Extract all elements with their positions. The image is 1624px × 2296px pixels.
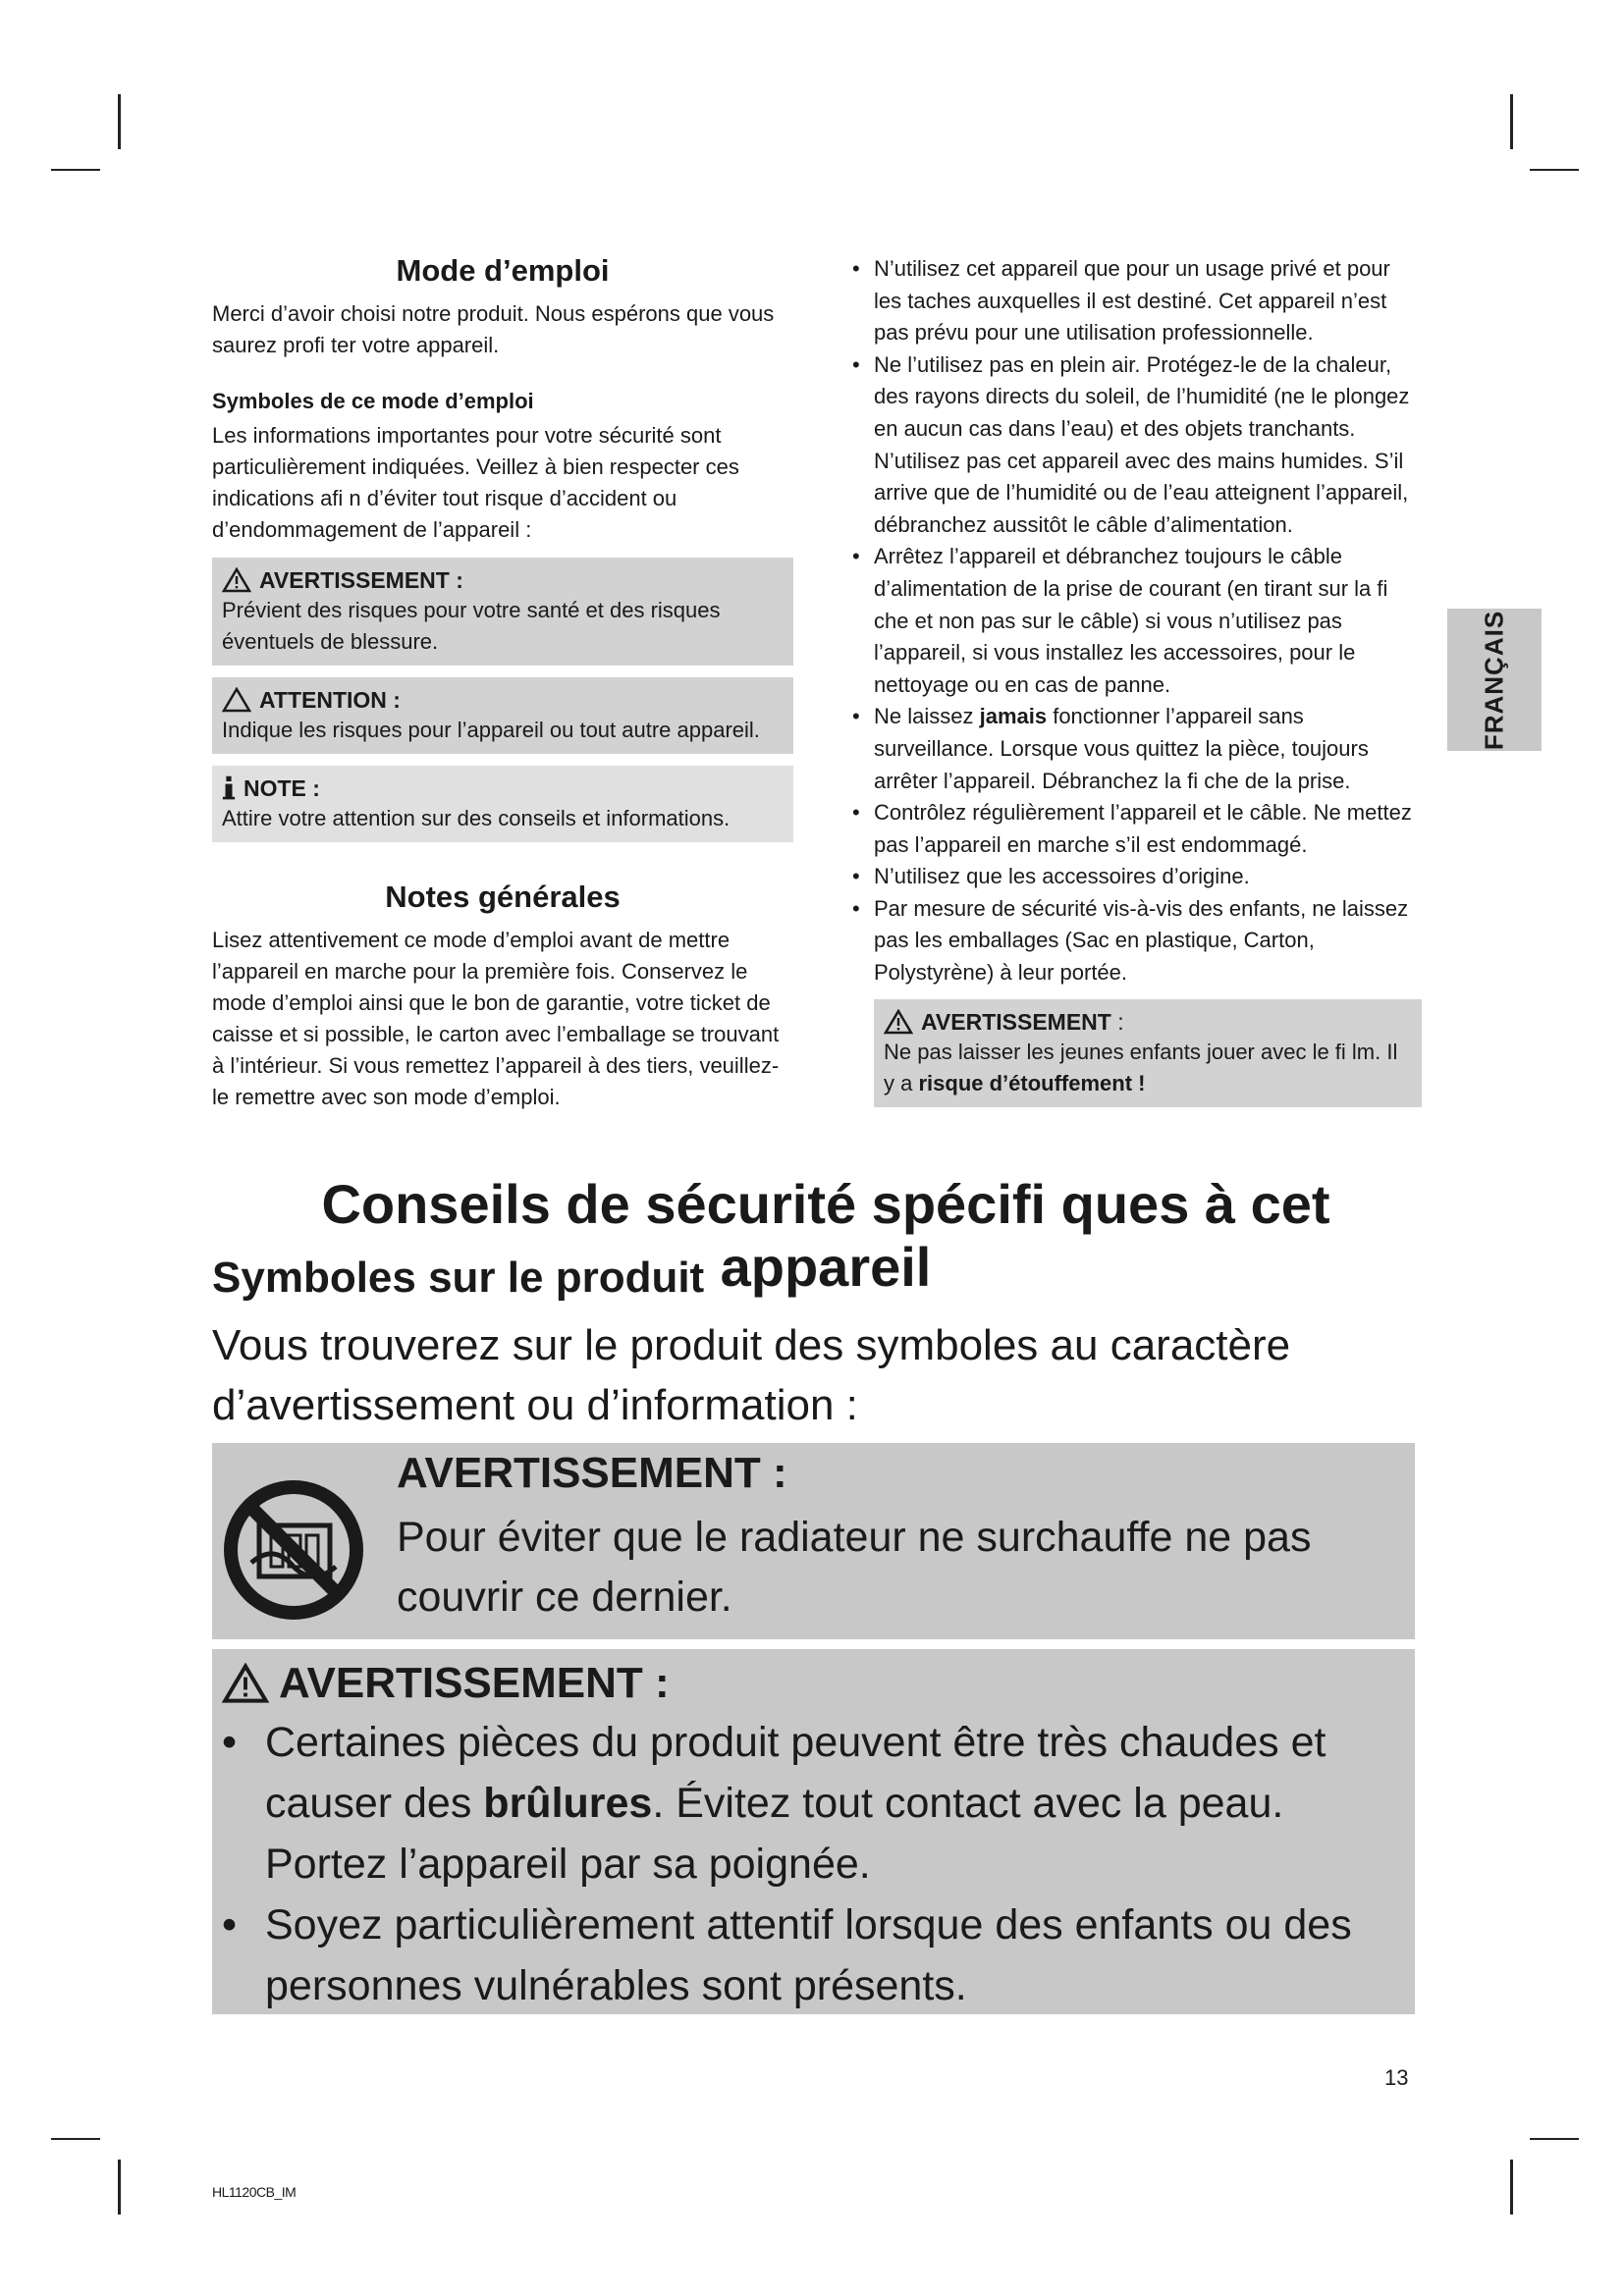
attention-box-title: ATTENTION : [259,687,401,713]
film-warning-text: Ne pas laisser les jeunes enfants jouer avec le fi lm. Il y a risque d’étouffement ! [884,1039,1398,1095]
left-column [212,253,793,1113]
crop-mark [1510,2160,1513,2215]
language-tab-label: FRANÇAIS [1479,610,1509,750]
crop-mark [1530,169,1579,171]
list-item: • Ne laissez jamais fonctionner l’appareil sans surveillance. Lorsque vous quittez la pièce, toujours arrêter l’appareil. Débranchez la fi che de la prise. [852,704,1369,793]
page-number: 13 [1384,2065,1409,2090]
crop-mark [118,2160,121,2215]
list-item: • Certaines pièces du produit peuvent être très chaudes et causer des brûlures. Évitez tout contact avec la peau. Portez l’appareil par sa poignée. [222,1719,1326,1888]
burn-warning-list [222,1712,1400,2016]
do-not-cover-icon [220,1476,367,1624]
warning-box-title: AVERTISSEMENT : [259,567,463,593]
notes-generales-heading: Notes générales [385,880,621,914]
burn-warning-box [212,1649,1415,2014]
attention-box [212,677,793,754]
intro-text: Merci d’avoir choisi notre produit. Nous espérons que vous saurez profi ter votre appareil. [212,301,775,357]
crop-mark [51,169,100,171]
right-column [833,253,1422,1107]
symbols-product-heading: Symboles sur le produit [212,1254,705,1302]
list-item: • Par mesure de sécurité vis-à-vis des enfants, ne laissez pas les emballages (Sac en plastique, Carton, Polystyrène) à leur portée. [852,895,1409,986]
crop-mark [118,94,121,149]
list-item: • Arrêtez l’appareil et débranchez toujours le câble d’alimentation de la prise de courant (en tirant sur la fi che et non pas sur le câble) si vous n’utilisez pas l’appareil, si vous installez les accessoires, pour le nettoyage ou en cas de panne. [852,544,1388,697]
safety-title: Conseils de sécurité spécifi ques à cet appareil [321,1173,1330,1298]
burn-warning-title: AVERTISSEMENT : [279,1659,670,1707]
warning-triangle-icon [222,1663,269,1704]
cover-warning-box [212,1443,1415,1639]
info-icon [222,775,236,801]
list-item: • Contrôlez régulièrement l’appareil et le câble. Ne mettez pas l’appareil en marche s’il est endommagé. [852,800,1412,857]
mode-emploi-heading: Mode d’emploi [396,253,610,288]
film-warning-box: AVERTISSEMENT : Ne pas laisser les jeunes enfants jouer avec le fi lm. Il y a risque d’étouffement ! [874,999,1422,1107]
language-tab [1447,609,1542,751]
attention-box-text: Indique les risques pour l’appareil ou tout autre appareil. [222,718,760,742]
film-warning-title: AVERTISSEMENT [921,1008,1111,1035]
symbols-heading: Symboles de ce mode d’emploi [212,389,534,413]
list-item: • N’utilisez cet appareil que pour un usage privé et pour les taches auxquelles il est destiné. Cet appareil n’est pas prévu pour une utilisation professionnelle. [852,256,1390,346]
attention-triangle-icon [222,687,251,713]
warning-triangle-icon [222,567,251,593]
warning-box [212,558,793,666]
note-box-text: Attire votre attention sur des conseils et informations. [222,806,731,830]
model-code: HL1120CB_IM [212,2184,297,2200]
note-box-title: NOTE : [244,775,320,801]
crop-mark [1510,94,1513,149]
warning-box-text: Prévient des risques pour votre santé et des risques éventuels de blessure. [222,598,721,654]
list-item: • Soyez particulièrement attentif lorsque des enfants ou des personnes vulnérables sont présents. [222,1901,1352,2009]
symbols-product-intro: Vous trouverez sur le produit des symboles au caractère d’avertissement ou d’information : [212,1321,1291,1429]
note-box [212,766,793,842]
warning-triangle-icon [884,1009,913,1035]
symbols-text: Les informations importantes pour votre sécurité sont particulièrement indiquées. Veillez à bien respecter ces indications afi n d’éviter tout risque d’accident ou d’endommagement de l’appareil : [212,423,739,542]
crop-mark [1530,2138,1579,2140]
cover-warning-title: AVERTISSEMENT : [397,1449,787,1497]
list-item: • N’utilisez que les accessoires d’origine. [852,864,1250,889]
list-item: • Ne l’utilisez pas en plein air. Protégez-le de la chaleur, des rayons directs du soleil, de l’humidité (ne le plongez en aucun cas dans l’eau) et des objets tranchants. N’utilisez pas cet appareil avec des mains humides. S’il arrive que de l’humidité ou de l’eau atteignent l’appareil, débranchez aussitôt le câble d’alimentation. [852,351,1410,537]
safety-list [833,253,1422,989]
notes-generales-text: Lisez attentivement ce mode d’emploi avant de mettre l’appareil en marche pour la première fois. Conservez le mode d’emploi ainsi que le bon de garantie, votre ticket de caisse et si possible, le carton avec l’emballage se trouvant à l’intérieur. Si vous remettez l’appareil à des tiers, veuillez-le remettre avec son mode d’emploi. [212,928,780,1109]
cover-warning-text: Pour éviter que le radiateur ne surchauffe ne pas couvrir ce dernier. [397,1514,1312,1621]
crop-mark [51,2138,100,2140]
